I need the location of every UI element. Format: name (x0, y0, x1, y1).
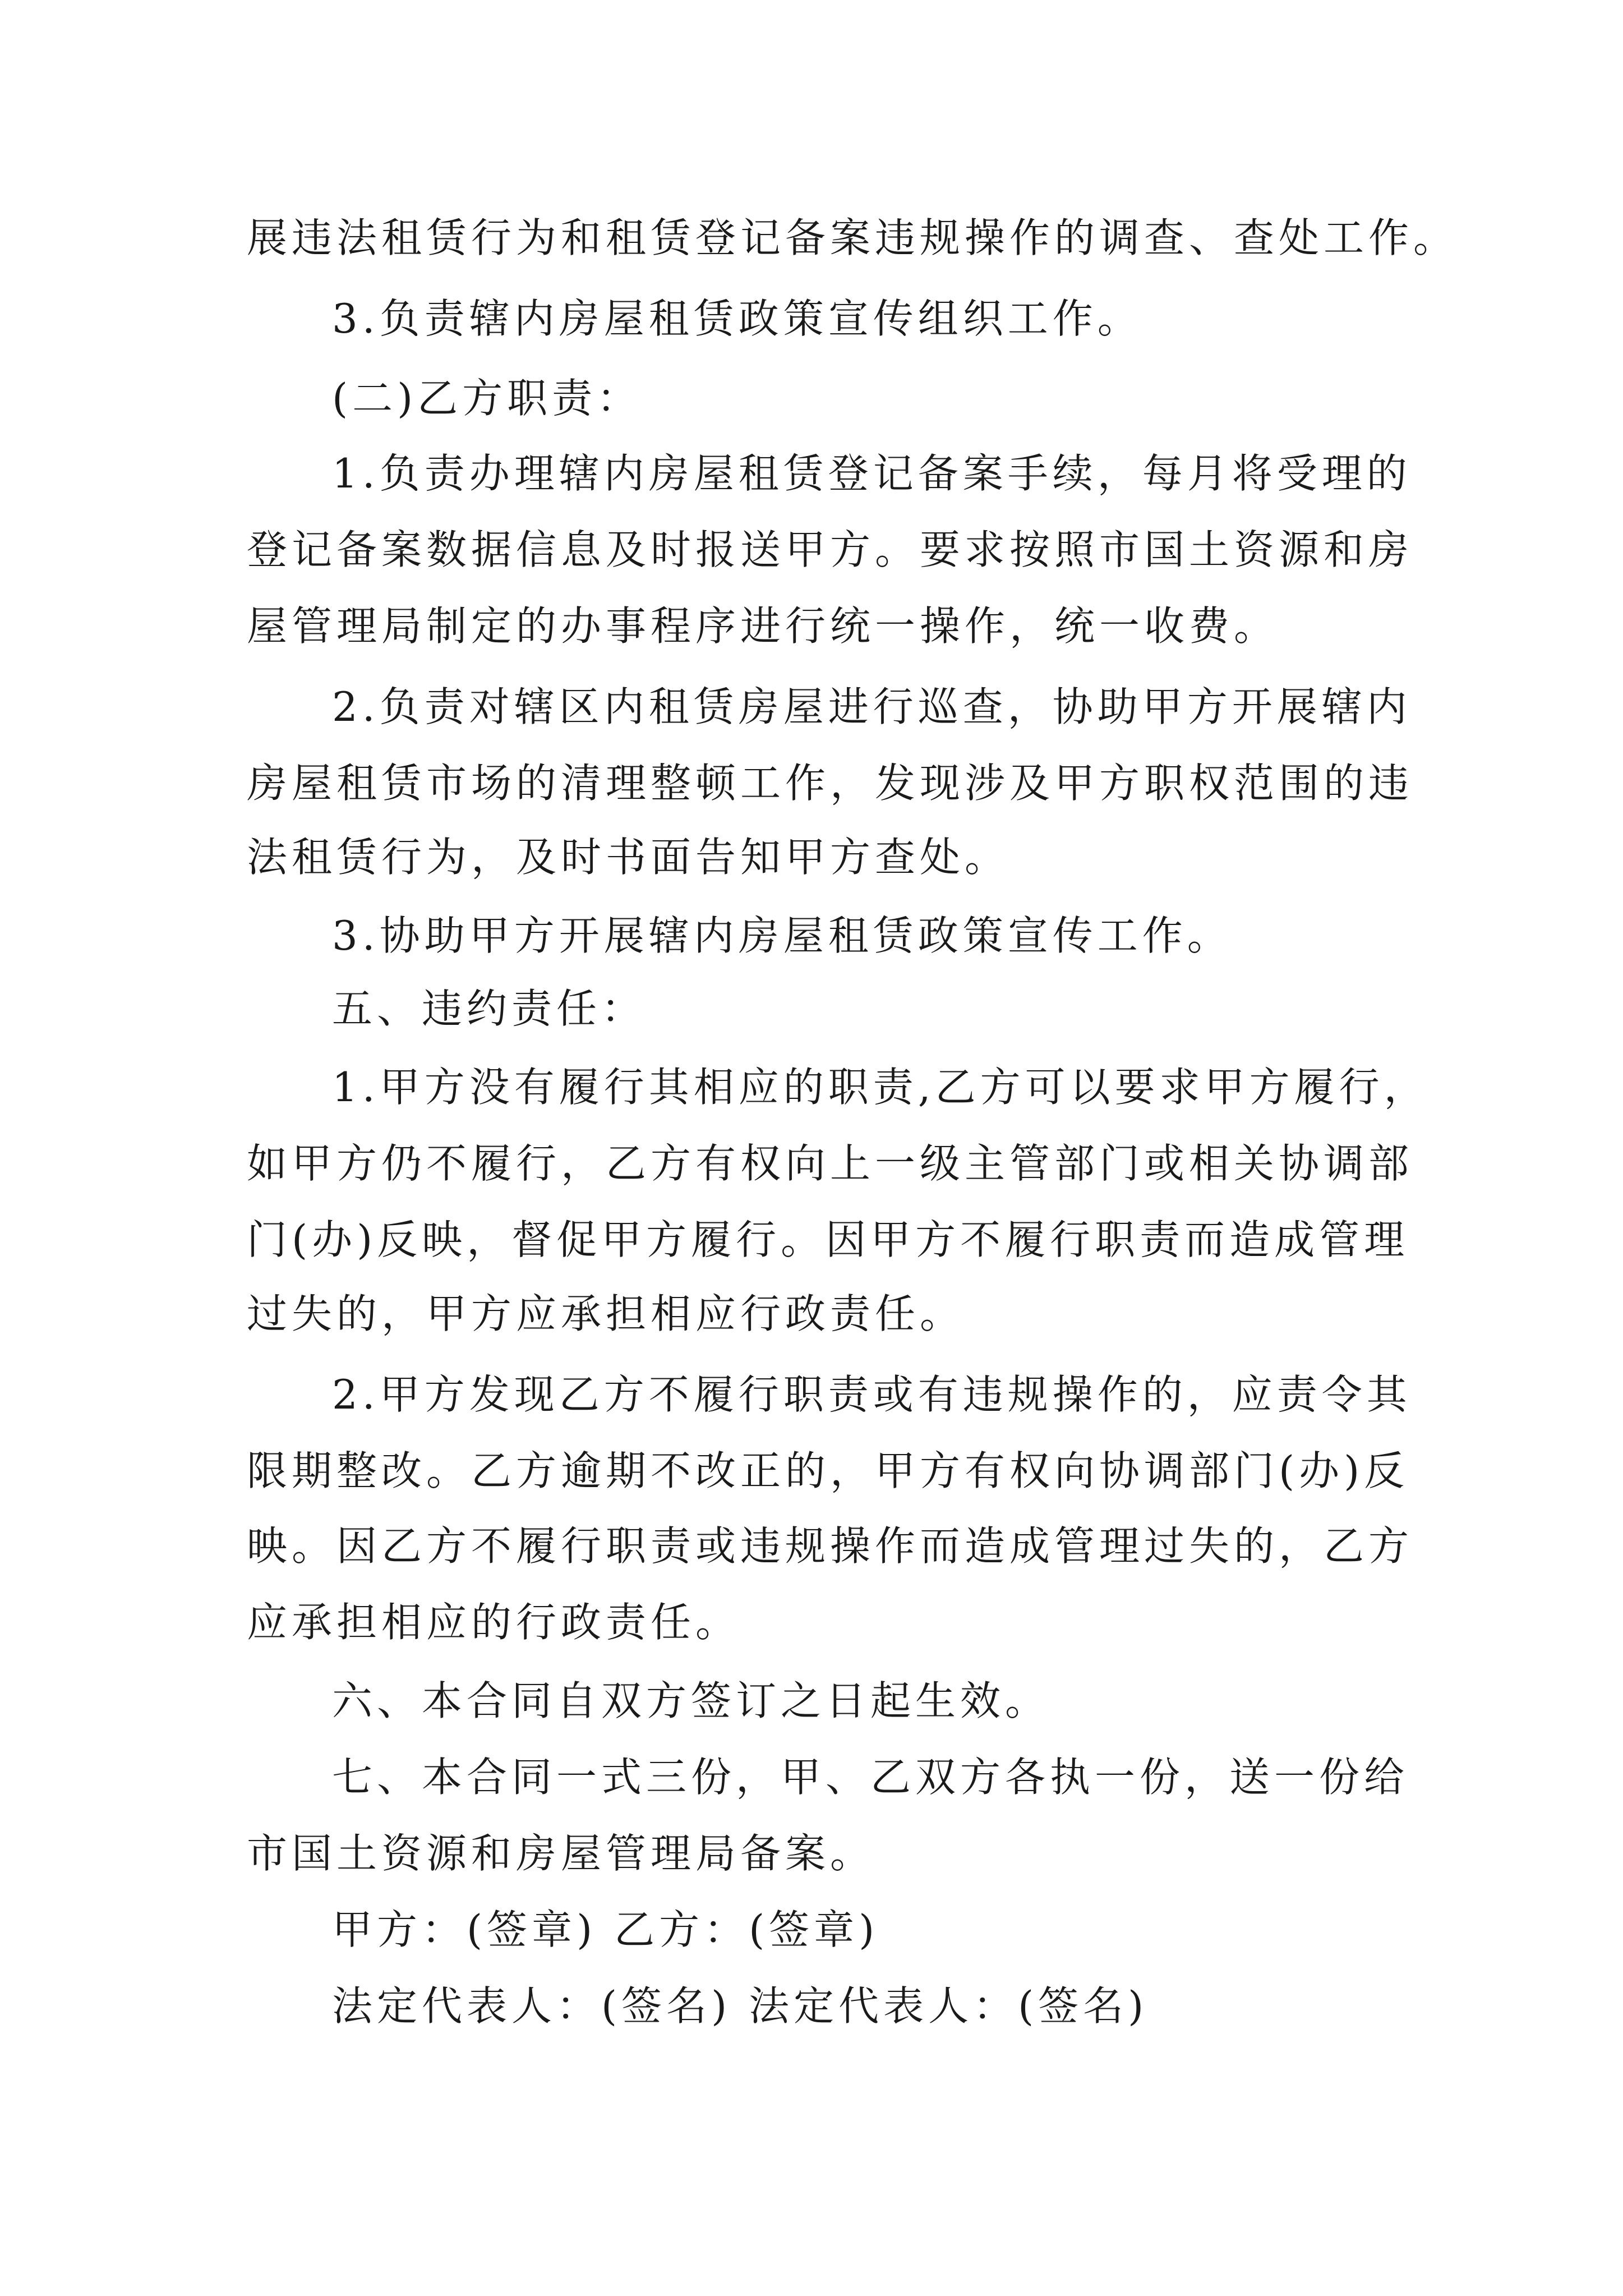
section-heading: 五、违约责任： (332, 985, 647, 1032)
body-line: 门(办)反映，督促甲方履行。因甲方不履行职责而造成管理 (247, 1216, 1409, 1263)
list-item: 1.甲方没有履行其相应的职责,乙方可以要求甲方履行， (332, 1064, 1429, 1111)
body-line: 市国土资源和房屋管理局备案。 (247, 1830, 875, 1877)
list-item: 2.负责对辖区内租赁房屋进行巡查，协助甲方开展辖内 (332, 683, 1412, 730)
body-line: 房屋租赁市场的清理整顿工作，发现涉及甲方职权范围的违 (247, 760, 1414, 807)
body-line: 如甲方仍不履行，乙方有权向上一级主管部门或相关协调部 (247, 1140, 1414, 1187)
body-line: 法租赁行为，及时书面告知甲方查处。 (247, 834, 1010, 881)
body-line: 映。因乙方不履行职责或违规操作而造成管理过失的，乙方 (247, 1522, 1414, 1570)
body-line: 屋管理局制定的办事程序进行统一操作，统一收费。 (247, 602, 1279, 650)
body-line: 展违法租赁行为和租赁登记备案违规操作的调查、查处工作。 (247, 214, 1459, 261)
signature-line: 法定代表人：(签名) 法定代表人：(签名) (332, 1982, 1149, 2030)
list-item: 3.协助甲方开展辖内房屋租赁政策宣传工作。 (332, 912, 1232, 959)
body-line: 限期整改。乙方逾期不改正的，甲方有权向协调部门(办)反 (247, 1447, 1409, 1494)
list-item: 2.甲方发现乙方不履行职责或有违规操作的，应责令其 (332, 1371, 1412, 1418)
section-heading: (二)乙方职责： (332, 375, 642, 422)
body-line: 应承担相应的行政责任。 (247, 1599, 741, 1646)
signature-line: 甲方：(签章) 乙方：(签章) (332, 1906, 879, 1953)
body-line: 过失的，甲方应承担相应行政责任。 (247, 1290, 965, 1337)
list-item: 1.负责办理辖内房屋租赁登记备案手续，每月将受理的 (332, 450, 1412, 497)
clause: 七、本合同一式三份，甲、乙双方各执一份，送一份给 (332, 1754, 1409, 1801)
clause: 六、本合同自双方签订之日起生效。 (332, 1677, 1050, 1724)
list-item: 3.负责辖内房屋租赁政策宣传组织工作。 (332, 295, 1142, 342)
body-line: 登记备案数据信息及时报送甲方。要求按照市国土资源和房 (247, 526, 1414, 573)
